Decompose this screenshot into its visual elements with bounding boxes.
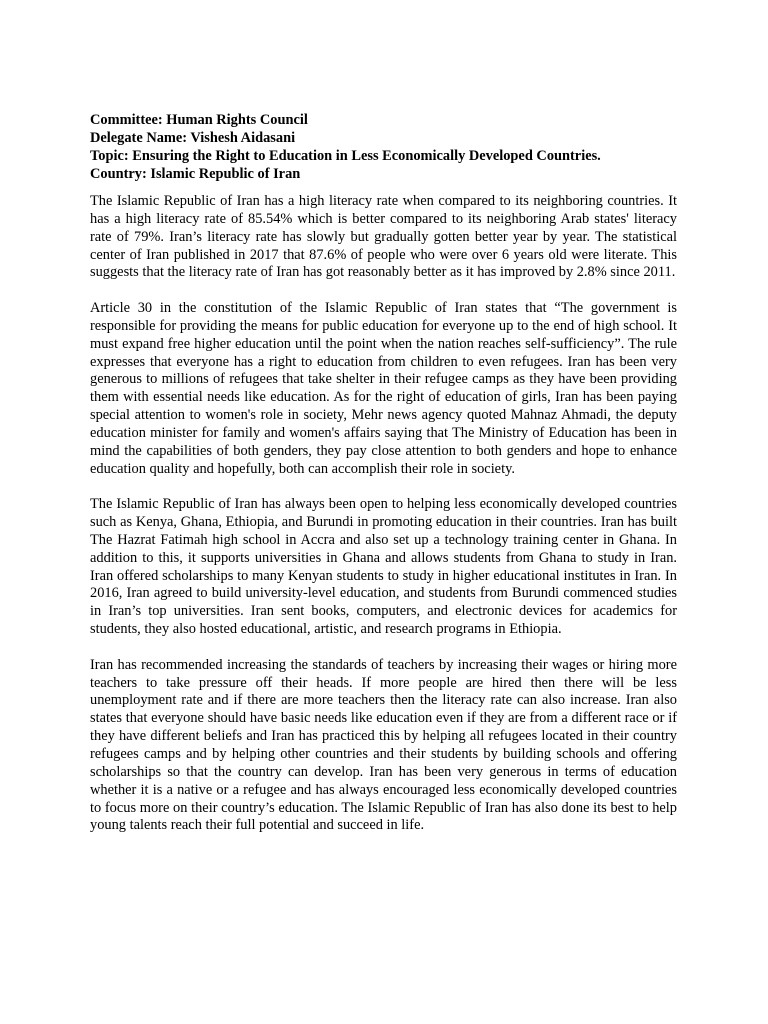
paragraph-recommendations: Iran has recommended increasing the standards of teachers by increasing their wages or hiring more teachers to take pressure off their heads. If more people are hired then there will be less unemployment rate and if there are more teachers then the literacy rate can also increase. Iran also states that everyone should have basic needs like education even if they are from a different race or if they have different beliefs and Iran has practiced this by helping all refugees located in their country refugees camps and by helping other countries and their students by building schools and offering scholarships so that the country can develop. Iran has been very generous in terms of education whether it is a native or a refugee and has always encouraged less economically developed countries to focus more on their country’s education. The Islamic Republic of Iran has also done its best to help young talents reach their full potential and succeed in life. (90, 656, 677, 834)
paragraph-international-support: The Islamic Republic of Iran has always been open to helping less economically developed countries such as Kenya, Ghana, Ethiopia, and Burundi in promoting education in their countries. Iran has built The Hazrat Fatimah high school in Accra and also set up a technology training center in Ghana. In addition to this, it supports universities in Ghana and allows students from Ghana to study in Iran. Iran offered scholarships to many Kenyan students to study in higher educational institutes in Iran. In 2016, Iran agreed to build university-level education, and students from Burundi commenced studies in Iran’s top universities. Iran sent books, computers, and electronic devices for academics for students, they also hosted educational, artistic, and research programs in Ethiopia. (90, 496, 677, 638)
paragraph-constitution-article-30: Article 30 in the constitution of the Islamic Republic of Iran states that “The government is responsible for providing the means for public education for everyone up to the end of high school. It must expand free higher education until the point when the nation reaches self-sufficiency”. The rule expresses that everyone has a right to education from children to even refugees. Iran has been very generous to millions of refugees that take shelter in their refugee camps as they have been providing them with essential needs like education. As for the right of education of girls, Iran has been paying special attention to women's role in society, Mehr news agency quoted Mahnaz Ahmadi, the deputy education minister for family and women's affairs saying that The Ministry of Education has been in mind the capabilities of both genders, they pay close attention to both genders and hope to enhance education quality and hopefully, both can accomplish their role in society. (90, 300, 677, 477)
delegate-name-line: Delegate Name: Vishesh Aidasani (90, 130, 296, 146)
paragraph-literacy-rate: The Islamic Republic of Iran has a high literacy rate when compared to its neighboring countries. It has a high literacy rate of 85.54% which is better compared to its neighboring Arab states' literacy rate of 79%. Iran’s literacy rate has slowly but gradually gotten better year by year. The statistical center of Iran published in 2017 that 87.6% of people who were over 6 years old were literate. This suggests that the literacy rate of Iran has got reasonably better as it has improved by 2.8% since 2011. (90, 193, 677, 281)
document-page (90, 111, 677, 853)
topic-line: Topic: Ensuring the Right to Education in Less Economically Developed Countries. (90, 148, 601, 164)
document-header (90, 111, 677, 183)
committee-line: Committee: Human Rights Council (90, 112, 308, 128)
country-line: Country: Islamic Republic of Iran (90, 166, 301, 182)
